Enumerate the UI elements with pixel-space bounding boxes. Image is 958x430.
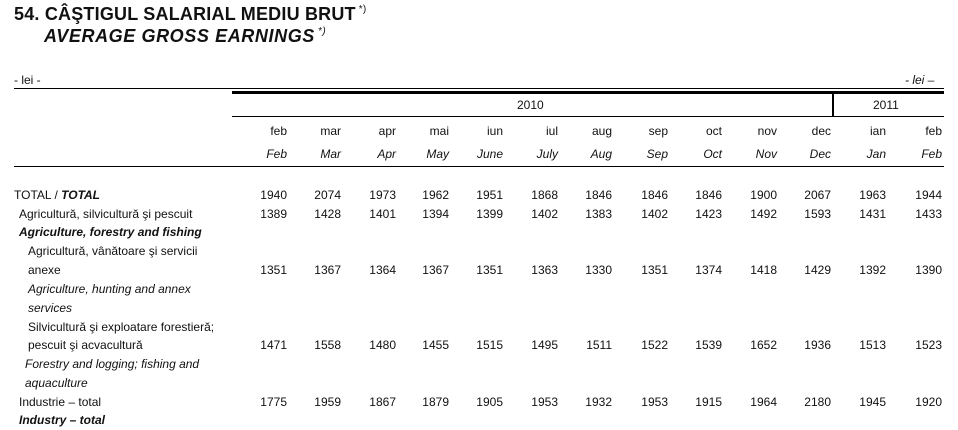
month-header-en: May [426, 147, 449, 161]
table-cell: 1867 [369, 395, 396, 409]
row-label-total: TOTAL / TOTAL [14, 188, 101, 202]
table-cell: 1936 [804, 338, 831, 352]
month-header-en: Sep [646, 147, 668, 161]
table-cell: 1513 [859, 338, 886, 352]
table-cell: 1539 [695, 338, 722, 352]
table-cell: 1920 [915, 395, 942, 409]
table-cell: 1879 [422, 395, 449, 409]
table-cell: 1495 [531, 338, 558, 352]
month-header-ro: iul [545, 124, 558, 138]
table-cell: 1964 [750, 395, 777, 409]
table-cell: 1492 [750, 207, 777, 221]
table-cell: 1522 [641, 338, 668, 352]
table-cell: 1558 [314, 338, 341, 352]
table-cell: 1959 [314, 395, 341, 409]
year-underline [232, 116, 944, 117]
table-cell: 1429 [804, 263, 831, 277]
month-header-en: Aug [590, 147, 612, 161]
row-label-agri-hunt-en-2: services [28, 301, 73, 315]
table-cell: 1515 [476, 338, 503, 352]
table-cell: 1401 [369, 207, 396, 221]
month-header-en: Jan [866, 147, 886, 161]
table-cell: 1868 [531, 188, 558, 202]
table-cell: 1953 [531, 395, 558, 409]
table-cell: 1915 [695, 395, 722, 409]
unit-label-right: - lei – [905, 73, 935, 87]
table-cell: 1652 [750, 338, 777, 352]
table-cell: 1418 [750, 263, 777, 277]
row-label-forestry-ro-2: pescuit şi acvacultură [28, 338, 143, 352]
table-cell: 1330 [585, 263, 612, 277]
month-header-en: Feb [921, 147, 942, 161]
header-bottom-rule [14, 166, 944, 167]
table-cell: 1351 [476, 263, 503, 277]
row-label-agri-ro: Agricultură, silvicultură şi pescuit [19, 207, 193, 221]
row-label-forestry-en-2: aquaculture [25, 376, 88, 390]
table-cell: 1900 [750, 188, 777, 202]
year-divider [832, 91, 834, 117]
table-cell: 1962 [422, 188, 449, 202]
table-cell: 2180 [804, 395, 831, 409]
row-label-forestry-ro-1: Silvicultură şi exploatare forestieră; [28, 320, 215, 334]
month-header-ro: sep [648, 124, 668, 138]
month-header-en: Feb [266, 147, 287, 161]
month-header-ro: iun [486, 124, 503, 138]
table-title-en: AVERAGE GROSS EARNINGS *) [44, 26, 327, 46]
table-cell: 1364 [369, 263, 396, 277]
year-header-rule [232, 91, 944, 94]
table-cell: 1471 [260, 338, 287, 352]
table-cell: 1846 [585, 188, 612, 202]
month-header-ro: aug [591, 124, 612, 138]
month-header-ro: apr [378, 124, 396, 138]
month-header-en: Oct [703, 147, 722, 161]
month-header-en: Mar [320, 147, 341, 161]
row-label-agri-hunt-ro-1: Agricultură, vânătoare şi servicii [28, 244, 198, 258]
year-2010: 2010 [517, 98, 544, 112]
month-header-ro: mar [320, 124, 341, 138]
row-label-industry-ro: Industrie – total [19, 395, 102, 409]
month-header-ro: feb [925, 124, 942, 138]
table-cell: 1351 [641, 263, 668, 277]
row-label-agri-hunt-en-1: Agriculture, hunting and annex [28, 282, 191, 296]
month-header-ro: oct [705, 124, 722, 138]
month-header-en: July [536, 147, 558, 161]
table-cell: 1389 [260, 207, 287, 221]
month-header-en: Nov [755, 147, 777, 161]
year-2011: 2011 [873, 98, 899, 112]
table-cell: 1940 [260, 188, 287, 202]
table-cell: 1951 [476, 188, 503, 202]
table-cell: 1367 [314, 263, 341, 277]
month-header-ro: mai [429, 124, 449, 138]
top-rule [14, 88, 944, 89]
table-cell: 1367 [422, 263, 449, 277]
row-label-industry-en: Industry – total [19, 413, 106, 427]
table-cell: 1963 [859, 188, 886, 202]
table-cell: 1402 [641, 207, 668, 221]
table-cell: 1394 [422, 207, 449, 221]
table-cell: 1402 [531, 207, 558, 221]
month-header-ro: feb [270, 124, 287, 138]
month-header-ro: nov [757, 124, 777, 138]
table-cell: 2074 [314, 188, 341, 202]
row-label-forestry-en-1: Forestry and logging; fishing and [25, 357, 200, 371]
table-cell: 1932 [585, 395, 612, 409]
row-label-agri-en: Agriculture, forestry and fishing [19, 225, 202, 239]
table-cell: 1433 [915, 207, 942, 221]
month-header-en: Dec [809, 147, 831, 161]
table-cell: 1775 [260, 395, 287, 409]
table-cell: 1846 [695, 188, 722, 202]
month-header-en: June [476, 147, 503, 161]
table-cell: 1905 [476, 395, 503, 409]
table-cell: 1944 [915, 188, 942, 202]
unit-label-left: - lei - [14, 73, 41, 87]
table-cell: 1593 [804, 207, 831, 221]
table-cell: 1383 [585, 207, 612, 221]
table-cell: 1374 [695, 263, 722, 277]
table-cell: 1973 [369, 188, 396, 202]
table-cell: 2067 [804, 188, 831, 202]
table-cell: 1363 [531, 263, 558, 277]
table-cell: 1431 [859, 207, 886, 221]
row-label-agri-hunt-ro-2: anexe [28, 263, 61, 277]
table-cell: 1428 [314, 207, 341, 221]
table-cell: 1392 [859, 263, 886, 277]
month-header-ro: ian [869, 124, 886, 138]
table-cell: 1945 [859, 395, 886, 409]
table-cell: 1846 [641, 188, 668, 202]
month-header-en: Apr [377, 147, 396, 161]
table-cell: 1511 [586, 338, 612, 352]
table-cell: 1399 [476, 207, 503, 221]
table-cell: 1480 [369, 338, 396, 352]
table-title-ro: 54. CÂŞTIGUL SALARIAL MEDIU BRUT *) [14, 4, 367, 24]
table-cell: 1423 [695, 207, 722, 221]
table-cell: 1455 [422, 338, 449, 352]
table-cell: 1351 [260, 263, 287, 277]
table-cell: 1523 [915, 338, 942, 352]
table-cell: 1390 [915, 263, 942, 277]
table-cell: 1953 [641, 395, 668, 409]
month-header-ro: dec [811, 124, 831, 138]
